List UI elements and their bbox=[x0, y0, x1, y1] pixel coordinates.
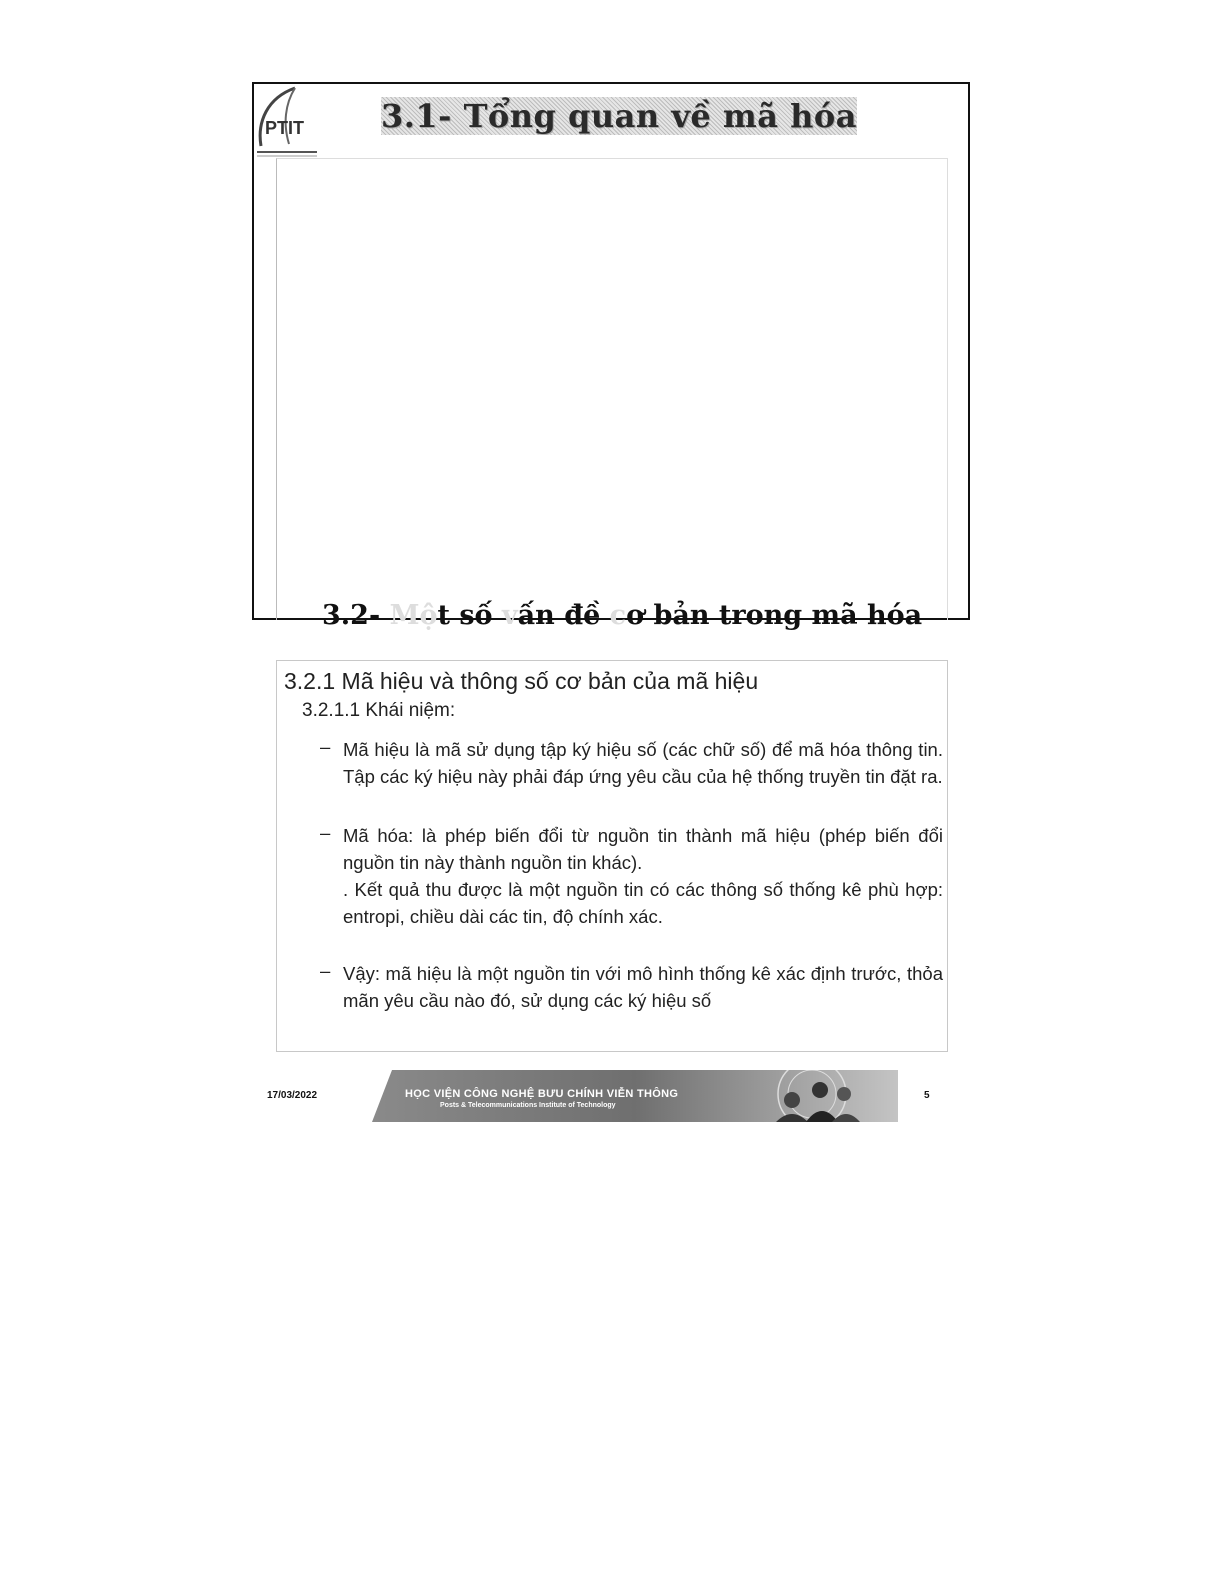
section-part-3: ơ bản trong mã hóa bbox=[626, 600, 923, 631]
section-faded-1: Mộ bbox=[380, 600, 438, 631]
bullet-item: Mã hóa: là phép biến đổi từ nguồn tin thành mã hiệu (phép biến đổi nguồn tin này thành nguồn tin khác). bbox=[343, 825, 943, 873]
section-faded-2: v bbox=[492, 600, 518, 631]
bullet-dash: – bbox=[320, 736, 331, 757]
footer-date: 17/03/2022 bbox=[267, 1090, 318, 1101]
footer-institute-vn: HỌC VIỆN CÔNG NGHỆ BƯU CHÍNH VIỄN THÔNG bbox=[405, 1088, 679, 1100]
bullet-dash: – bbox=[320, 960, 331, 981]
bullet-item: Mã hiệu là mã sử dụng tập ký hiệu số (các chữ số) để mã hóa thông tin. Tập các ký hiệu này phải đáp ứng yêu cầu của hệ thống truyền tin đặt ra. bbox=[343, 739, 943, 787]
section-number: 3.2- bbox=[322, 600, 381, 631]
content-heading: 3.2.1 Mã hiệu và thông số cơ bản của mã hiệu bbox=[284, 668, 759, 694]
footer-institute-en: Posts & Telecommunications Institute of Technology bbox=[440, 1102, 616, 1109]
footer-page-number: 5 bbox=[924, 1090, 930, 1101]
slide-title-text: 3.1- Tổng quan về mã hóa bbox=[381, 97, 857, 135]
section-part-1: t số bbox=[437, 600, 493, 631]
section-part-2: ấn đề bbox=[517, 600, 601, 631]
section-title bbox=[322, 600, 923, 631]
bullet-dash: – bbox=[320, 822, 331, 843]
bullet-item: Vậy: mã hiệu là một nguồn tin với mô hình thống kê xác định trước, thỏa mãn yêu cầu nào đó, sử dụng các ký hiệu số bbox=[343, 963, 943, 1011]
bullet-item: . Kết quả thu được là một nguồn tin có các thông số thống kê phù hợp: entropi, chiều dài các tin, độ chính xác. bbox=[343, 879, 943, 927]
logo-text: PTIT bbox=[265, 118, 304, 138]
slide-title bbox=[300, 97, 938, 135]
content-subheading: 3.2.1.1 Khái niệm: bbox=[302, 700, 456, 721]
section-faded-3: c bbox=[600, 600, 627, 631]
slide-content-area bbox=[276, 158, 948, 620]
